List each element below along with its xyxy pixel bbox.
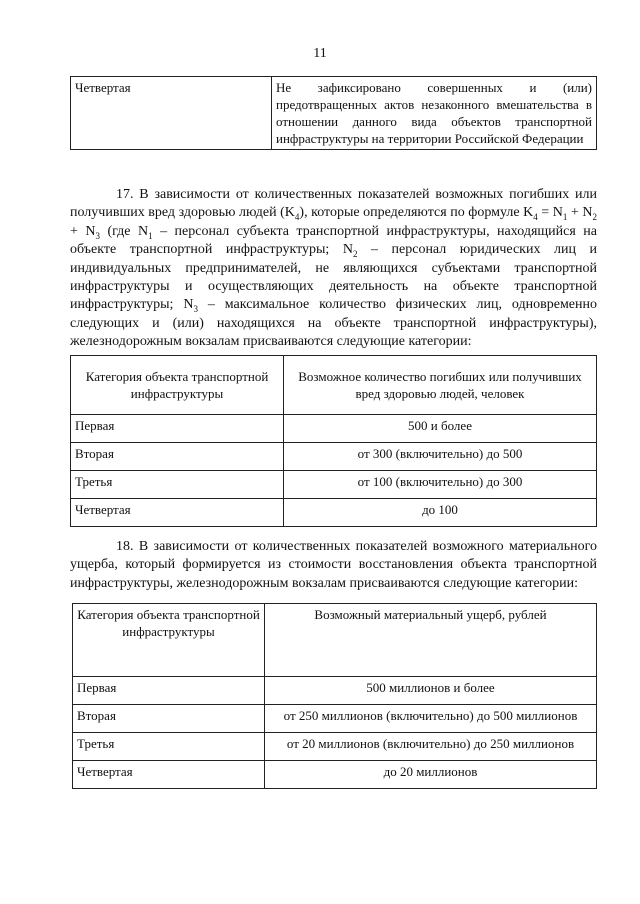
category-cell: Вторая xyxy=(73,705,265,733)
table-row xyxy=(73,733,597,761)
value-cell: 500 миллионов и более xyxy=(265,677,597,705)
category-cell: Третья xyxy=(73,733,265,761)
value-cell: 500 и более xyxy=(284,415,597,443)
table-header-row xyxy=(71,356,597,415)
table-casualties-categories xyxy=(70,355,597,527)
paragraph-17 xyxy=(70,186,597,352)
column-header: Возможный материальный ущерб, рублей xyxy=(265,604,597,677)
table-header-row xyxy=(73,604,597,677)
table-row xyxy=(73,705,597,733)
category-cell: Четвертая xyxy=(71,77,272,150)
value-cell: от 300 (включительно) до 500 xyxy=(284,443,597,471)
description-cell: Не зафиксировано совершенных и (или) предотвращенных актов незаконного вмешательства в отношении данного вида объектов транспортной инфраструктуры на территории Российской Федерации xyxy=(272,77,597,150)
value-cell: до 100 xyxy=(284,499,597,527)
table-damage-categories xyxy=(72,603,597,789)
value-cell: от 20 миллионов (включительно) до 250 миллионов xyxy=(265,733,597,761)
category-cell: Четвертая xyxy=(73,761,265,789)
category-cell: Третья xyxy=(71,471,284,499)
paragraph-18-text: 18. В зависимости от количественных показателей возможного материального ущерба, который формируется из стоимости восстановления объекта транспортной инфраструктуры, железнодорожным вокзалам присваиваются следующие категории: xyxy=(70,539,597,591)
table-row xyxy=(73,677,597,705)
table-row xyxy=(71,471,597,499)
category-cell: Четвертая xyxy=(71,499,284,527)
value-cell: от 250 миллионов (включительно) до 500 миллионов xyxy=(265,705,597,733)
table-row xyxy=(71,77,597,150)
column-header: Возможное количество погибших или получивших вред здоровью людей, человек xyxy=(284,356,597,415)
table-row xyxy=(71,443,597,471)
table-row xyxy=(73,761,597,789)
column-header: Категория объекта транспортной инфраструктуры xyxy=(73,604,265,677)
page-number: 11 xyxy=(313,46,327,61)
value-cell: от 100 (включительно) до 300 xyxy=(284,471,597,499)
category-cell: Первая xyxy=(73,677,265,705)
value-cell: до 20 миллионов xyxy=(265,761,597,789)
table-category-four-continued xyxy=(70,76,597,150)
table-row xyxy=(71,415,597,443)
paragraph-18 xyxy=(70,538,597,593)
paragraph-17-text: 17. В зависимости от количественных показателей возможных погибших или получивших вред здоровью людей $(K_4)$, которые определяются по формуле $K_4 = N_1 + N_2 + N_3$ (где $N_1$ – персонал субъекта транспортной инфраструктуры, находящийся на объекте транспортной инфраструктуры; $N_2$ – персонал юридических лиц и индивидуальных предпринимателей, не являющихся субъектами транспортной инфраструктуры и осуществляющих деятельность на объекте транспортной инфраструктуры; $N_3$ – максимальное количество физических лиц, одновременно следующих и (или) находящихся на объекте транспортной инфраструктуры), железнодорожным вокзалам присваиваются следующие категории: xyxy=(70,187,598,350)
category-cell: Вторая xyxy=(71,443,284,471)
table-row xyxy=(71,499,597,527)
column-header: Категория объекта транспортной инфраструктуры xyxy=(71,356,284,415)
category-cell: Первая xyxy=(71,415,284,443)
